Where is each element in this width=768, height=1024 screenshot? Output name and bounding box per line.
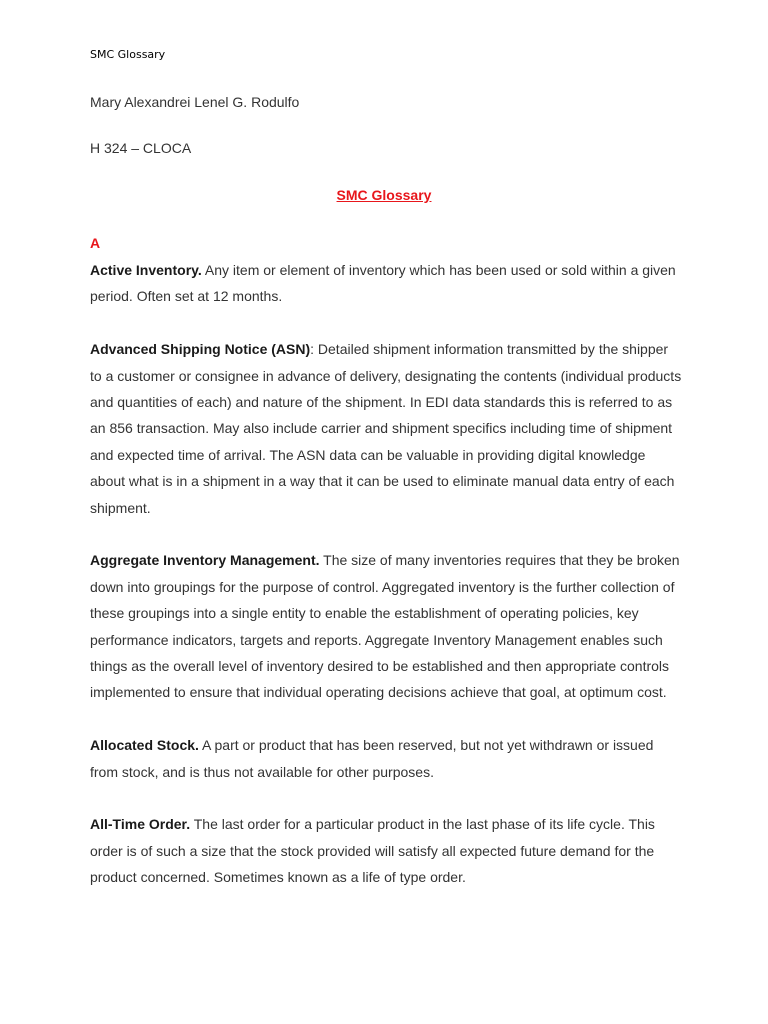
glossary-entry [90,811,682,890]
course-code: H 324 – CLOCA [90,140,192,156]
section-heading: A [90,235,101,251]
glossary-entry [90,257,682,310]
glossary-definition: The size of many inventories requires that they be broken down into groupings for the purpose of control. Aggregated inventory is the further collection of these groupings into a single entity to enable the establishment of operating policies, key performance indicators, targets and reports. Aggregate Inventory Management enables such things as the overall level of inventory desired to be established and then appropriate controls implemented to ensure that individual operating decisions achieve that goal, at optimum cost. [90,552,680,701]
glossary-term: Active Inventory. [90,262,202,278]
glossary-term: Aggregate Inventory Management. [90,552,320,569]
glossary-term: Allocated Stock. [90,737,199,754]
author-name: Mary Alexandrei Lenel G. Rodulfo [90,94,300,110]
running-header: SMC Glossary [90,48,166,61]
glossary-term: All-Time Order. [90,816,191,833]
glossary-definition: Any item or element of inventory which has been used or sold within a given period. Often set at 12 months. [90,262,676,305]
glossary-entry [90,547,682,705]
glossary-entry [90,336,682,521]
document-title: SMC Glossary [336,187,432,203]
glossary-entries [90,257,682,917]
glossary-definition: A part or product that has been reserved, but not yet withdrawn or issued from stock, and is thus not available for other purposes. [90,737,654,780]
glossary-entry [90,732,682,785]
glossary-term: Advanced Shipping Notice (ASN) [90,341,311,358]
glossary-definition: : Detailed shipment information transmitted by the shipper to a customer or consignee in advance of delivery, designating the contents (individual products and quantities of each) and nature of the shipment. In EDI data standards this is referred to as an 856 transaction. May also include carrier and shipment specifics including time of shipment and expected time of arrival. The ASN data can be valuable in providing digital knowledge about what is in a shipment in a way that it can be used to eliminate manual data entry of each shipment. [90,341,682,516]
glossary-definition: The last order for a particular product in the last phase of its life cycle. This order is of such a size that the stock provided will satisfy all expected future demand for the product concerned. Sometimes known as a life of type order. [90,816,655,886]
